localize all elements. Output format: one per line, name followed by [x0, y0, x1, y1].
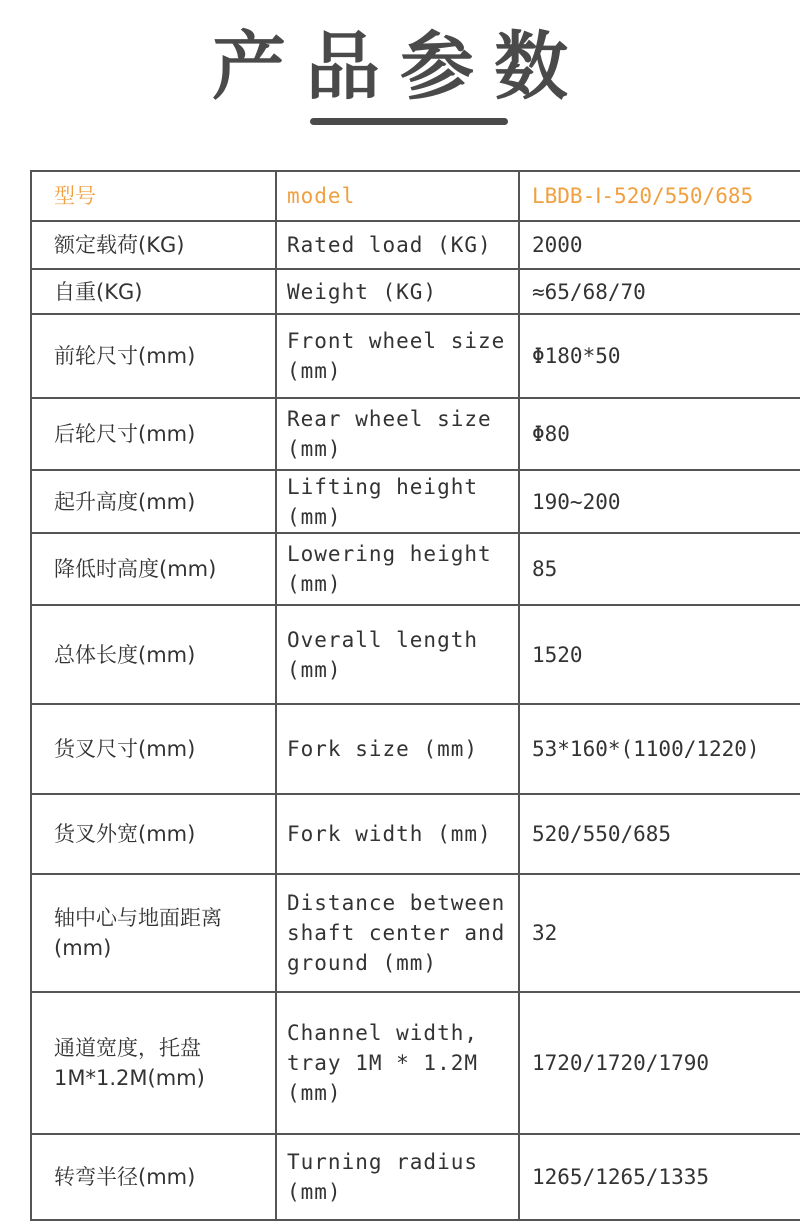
header-cn-cell: [31, 171, 276, 221]
row-en: Overall length (mm): [287, 627, 479, 682]
row-value: ≈65/68/70: [532, 279, 646, 304]
row-cn: 后轮尺寸(mm): [54, 422, 196, 446]
row-value: 1520: [532, 642, 583, 667]
row-value: Φ180*50: [532, 344, 621, 368]
row-cn: 自重(KG): [54, 279, 143, 304]
table-row: [31, 470, 800, 533]
row-en: Fork width (mm): [287, 822, 492, 846]
table-row: [31, 794, 800, 874]
row-en: Turning radius (mm): [287, 1150, 479, 1204]
table-row: [31, 605, 800, 704]
row-cn: 起升高度(mm): [54, 489, 196, 514]
row-en: Lifting height (mm): [287, 474, 479, 529]
table-row: [31, 1134, 800, 1220]
row-en: Weight (KG): [287, 279, 438, 304]
row-cn: 货叉尺寸(mm): [54, 737, 196, 761]
row-cn: 降低时高度(mm): [54, 557, 217, 581]
row-value: 2000: [532, 233, 583, 257]
header-value-cell: [519, 171, 800, 221]
table-row: [31, 398, 800, 470]
table-row: [31, 874, 800, 992]
table-row: [31, 533, 800, 605]
row-value: 1720/1720/1790: [532, 1051, 710, 1075]
row-en: Channel width, tray 1M * 1.2M (mm): [287, 1021, 479, 1105]
row-en: Fork size (mm): [287, 737, 479, 761]
page-title: 产品参数: [212, 24, 588, 110]
table-row: [31, 992, 800, 1134]
table-row: [31, 314, 800, 398]
row-value: 190~200: [532, 489, 621, 514]
row-en: Lowering height (mm): [287, 542, 492, 596]
header-value: LBDB-Ⅰ-520/550/685: [532, 184, 754, 208]
row-value: Φ80: [532, 422, 570, 446]
row-cn: 额定载荷(KG): [54, 233, 185, 257]
row-en: Rated load (KG): [287, 233, 492, 257]
row-cn: 轴中心与地面距离(mm): [54, 906, 222, 960]
row-value: 520/550/685: [532, 822, 672, 846]
row-value: 85: [532, 557, 558, 581]
header-en: model: [287, 184, 356, 208]
row-cn: 总体长度(mm): [54, 642, 196, 667]
row-cn: 货叉外宽(mm): [54, 822, 196, 846]
table-row: [31, 221, 800, 269]
row-value: 32: [532, 921, 558, 945]
row-value: 1265/1265/1335: [532, 1165, 710, 1189]
spec-table: [30, 170, 800, 1221]
title-underline: [310, 118, 508, 125]
row-en: Front wheel size (mm): [287, 329, 506, 383]
header-cn: 型号: [54, 184, 96, 208]
table-row: [31, 269, 800, 314]
row-cn: 转弯半径(mm): [54, 1165, 196, 1189]
row-en: Distance between shaft center and ground (mm): [287, 891, 506, 975]
row-cn: 通道宽度，托盘1M*1.2M(mm): [54, 1036, 205, 1090]
row-en: Rear wheel size (mm): [287, 407, 492, 461]
table-row: [31, 704, 800, 794]
table-header-row: [31, 171, 800, 221]
row-cn: 前轮尺寸(mm): [54, 344, 196, 368]
row-value: 53*160*(1100/1220): [532, 737, 760, 761]
header-en-cell: [276, 171, 519, 221]
